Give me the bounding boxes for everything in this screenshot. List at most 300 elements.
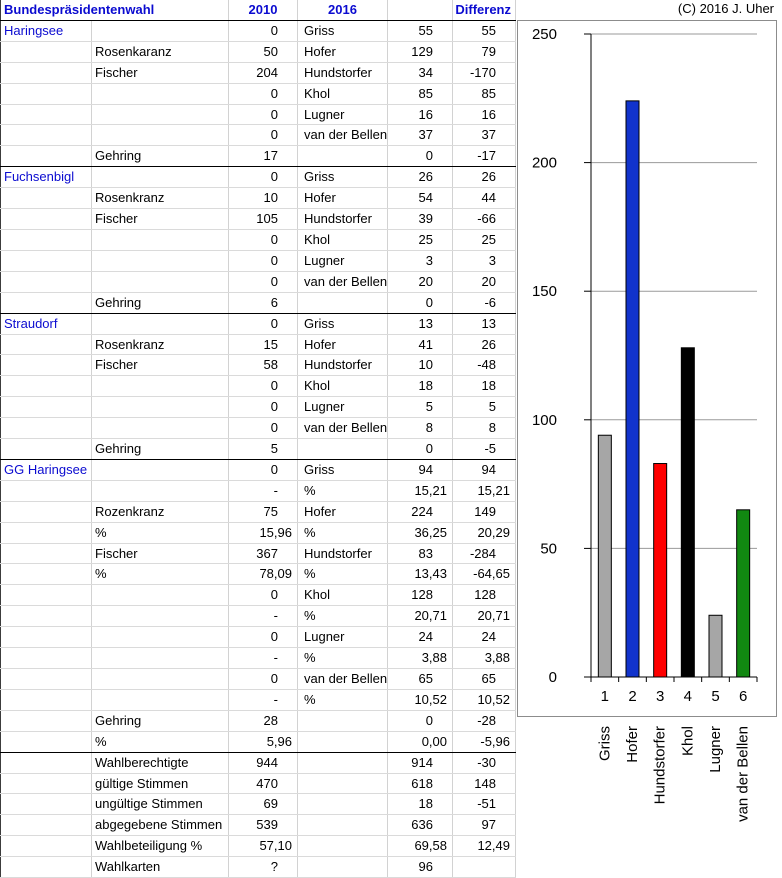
cell[interactable]: 0: [229, 104, 298, 125]
cell[interactable]: 54: [388, 188, 453, 209]
cell[interactable]: 129: [388, 41, 453, 62]
cell[interactable]: [298, 710, 388, 731]
table-row: [1, 397, 516, 418]
table-row: [1, 104, 516, 125]
category-label: Griss: [596, 726, 614, 761]
bar-van-der-bellen: [737, 510, 750, 677]
cell[interactable]: %: [298, 606, 388, 627]
cell[interactable]: 55: [453, 20, 516, 41]
cell[interactable]: 28: [229, 710, 298, 731]
cell[interactable]: -6: [453, 292, 516, 313]
cell[interactable]: 37: [388, 125, 453, 146]
cell[interactable]: 17: [229, 146, 298, 167]
cell[interactable]: Hundstorfer: [298, 355, 388, 376]
cell[interactable]: Haringsee: [1, 20, 92, 41]
cell[interactable]: van der Bellen: [298, 669, 388, 690]
cell[interactable]: [92, 250, 229, 271]
cell[interactable]: 8: [388, 418, 453, 439]
cell[interactable]: 41: [388, 334, 453, 355]
cell[interactable]: Wahlkarten: [92, 857, 229, 878]
cell[interactable]: [1, 439, 92, 460]
cell[interactable]: -66: [453, 209, 516, 230]
cell[interactable]: [1, 146, 92, 167]
cell[interactable]: 0: [229, 250, 298, 271]
cell[interactable]: 24: [453, 627, 516, 648]
cell[interactable]: Hundstorfer: [298, 209, 388, 230]
header-empty-cell[interactable]: [388, 0, 453, 20]
cell[interactable]: 65: [453, 669, 516, 690]
results-bar-chart: [517, 0, 782, 838]
cell[interactable]: -5,96: [453, 731, 516, 752]
table-row: [1, 648, 516, 669]
cell[interactable]: Hofer: [298, 41, 388, 62]
cell[interactable]: 0: [229, 669, 298, 690]
cell[interactable]: 39: [388, 209, 453, 230]
cell[interactable]: -: [229, 606, 298, 627]
cell[interactable]: 204: [229, 62, 298, 83]
cell[interactable]: GG Haringsee: [1, 459, 92, 480]
cell[interactable]: Straudorf: [1, 313, 92, 334]
cell[interactable]: 3: [453, 250, 516, 271]
cell[interactable]: 18: [453, 376, 516, 397]
category-label: Hofer: [624, 726, 641, 763]
cell[interactable]: [298, 815, 388, 836]
table-row: [1, 710, 516, 731]
cell[interactable]: [1, 585, 92, 606]
cell[interactable]: 20: [453, 271, 516, 292]
cell[interactable]: 0: [229, 627, 298, 648]
cell[interactable]: [298, 292, 388, 313]
cell[interactable]: %: [298, 564, 388, 585]
cell[interactable]: 0: [229, 83, 298, 104]
cell[interactable]: Khol: [298, 229, 388, 250]
cell[interactable]: 0: [229, 125, 298, 146]
cell[interactable]: Wahlberechtigte: [92, 752, 229, 773]
cell[interactable]: Hofer: [298, 188, 388, 209]
cell[interactable]: 0: [229, 585, 298, 606]
cell[interactable]: -64,65: [453, 564, 516, 585]
cell[interactable]: %: [92, 564, 229, 585]
cell[interactable]: 0: [229, 459, 298, 480]
cell[interactable]: -28: [453, 710, 516, 731]
cell[interactable]: Lugner: [298, 397, 388, 418]
y-axis-label: 200: [531, 154, 557, 172]
cell[interactable]: 224: [388, 501, 453, 522]
cell[interactable]: [92, 585, 229, 606]
cell[interactable]: [1, 648, 92, 669]
cell[interactable]: 15: [229, 334, 298, 355]
cell[interactable]: [1, 334, 92, 355]
cell[interactable]: 20,71: [453, 606, 516, 627]
cell[interactable]: 636: [388, 815, 453, 836]
cell[interactable]: Khol: [298, 585, 388, 606]
cell[interactable]: Rosenkranz: [92, 334, 229, 355]
cell[interactable]: [298, 752, 388, 773]
cell[interactable]: 50: [229, 41, 298, 62]
cell[interactable]: [1, 188, 92, 209]
cell[interactable]: 36,25: [388, 522, 453, 543]
cell[interactable]: 944: [229, 752, 298, 773]
cell[interactable]: Fischer: [92, 62, 229, 83]
cell[interactable]: 20,29: [453, 522, 516, 543]
header-differenz[interactable]: Differenz: [453, 0, 516, 20]
cell[interactable]: [1, 773, 92, 794]
cell[interactable]: Gehring: [92, 292, 229, 313]
cell[interactable]: 26: [453, 167, 516, 188]
cell[interactable]: [92, 83, 229, 104]
cell[interactable]: [1, 669, 92, 690]
cell[interactable]: Gehring: [92, 146, 229, 167]
cell[interactable]: 3,88: [453, 648, 516, 669]
cell[interactable]: [92, 20, 229, 41]
cell[interactable]: Griss: [298, 459, 388, 480]
header-2010[interactable]: 2010: [229, 0, 298, 20]
cell[interactable]: [92, 104, 229, 125]
cell[interactable]: Fischer: [92, 355, 229, 376]
cell[interactable]: 0: [388, 292, 453, 313]
cell[interactable]: [1, 731, 92, 752]
cell[interactable]: 78,09: [229, 564, 298, 585]
y-axis-label: 250: [531, 26, 557, 43]
cell[interactable]: [298, 773, 388, 794]
cell[interactable]: 55: [388, 20, 453, 41]
cell[interactable]: 25: [388, 229, 453, 250]
cell[interactable]: 13: [388, 313, 453, 334]
cell[interactable]: 13: [453, 313, 516, 334]
cell[interactable]: 149: [453, 501, 516, 522]
table-row: [1, 543, 516, 564]
cell[interactable]: 97: [453, 815, 516, 836]
cell[interactable]: 20,71: [388, 606, 453, 627]
cell[interactable]: 128: [453, 585, 516, 606]
cell[interactable]: 12,49: [453, 836, 516, 857]
cell[interactable]: 18: [388, 376, 453, 397]
cell[interactable]: [1, 229, 92, 250]
cell[interactable]: %: [298, 480, 388, 501]
cell[interactable]: [92, 627, 229, 648]
cell[interactable]: 34: [388, 62, 453, 83]
cell[interactable]: 26: [388, 167, 453, 188]
cell[interactable]: Hofer: [298, 334, 388, 355]
bar-hofer: [626, 101, 639, 677]
table-row: [1, 20, 516, 41]
cell[interactable]: 470: [229, 773, 298, 794]
cell[interactable]: 3,88: [388, 648, 453, 669]
cell[interactable]: %: [92, 731, 229, 752]
cell[interactable]: Rozenkranz: [92, 501, 229, 522]
cell[interactable]: 105: [229, 209, 298, 230]
cell[interactable]: [1, 857, 92, 878]
cell[interactable]: 57,10: [229, 836, 298, 857]
cell[interactable]: 15,96: [229, 522, 298, 543]
x-tick-number: 3: [655, 688, 665, 705]
cell[interactable]: [298, 439, 388, 460]
cell[interactable]: -170: [453, 62, 516, 83]
cell[interactable]: [1, 104, 92, 125]
table-row: [1, 62, 516, 83]
cell[interactable]: van der Bellen: [298, 418, 388, 439]
cell[interactable]: 20: [388, 271, 453, 292]
cell[interactable]: %: [92, 522, 229, 543]
cell[interactable]: 13,43: [388, 564, 453, 585]
cell[interactable]: 0: [229, 229, 298, 250]
cell[interactable]: 83: [388, 543, 453, 564]
cell[interactable]: [1, 250, 92, 271]
cell[interactable]: [92, 648, 229, 669]
cell[interactable]: 37: [453, 125, 516, 146]
cell[interactable]: [1, 689, 92, 710]
cell[interactable]: [92, 480, 229, 501]
cell[interactable]: 10,52: [388, 689, 453, 710]
cell[interactable]: [92, 606, 229, 627]
cell[interactable]: [1, 501, 92, 522]
table-row: [1, 355, 516, 376]
cell[interactable]: [1, 418, 92, 439]
cell[interactable]: 69: [229, 794, 298, 815]
cell[interactable]: Fischer: [92, 209, 229, 230]
cell[interactable]: -30: [453, 752, 516, 773]
table-row: [1, 209, 516, 230]
cell[interactable]: [453, 857, 516, 878]
cell[interactable]: [92, 167, 229, 188]
cell[interactable]: [92, 397, 229, 418]
cell[interactable]: 94: [453, 459, 516, 480]
cell[interactable]: 0: [388, 146, 453, 167]
cell[interactable]: 16: [388, 104, 453, 125]
cell[interactable]: 10: [229, 188, 298, 209]
table-row: [1, 459, 516, 480]
cell[interactable]: Fuchsenbigl: [1, 167, 92, 188]
cell[interactable]: [92, 418, 229, 439]
cell[interactable]: [1, 543, 92, 564]
cell[interactable]: [1, 710, 92, 731]
cell[interactable]: [1, 627, 92, 648]
cell[interactable]: van der Bellen: [298, 271, 388, 292]
cell[interactable]: 5: [229, 439, 298, 460]
cell[interactable]: van der Bellen: [298, 125, 388, 146]
cell[interactable]: [1, 355, 92, 376]
cell[interactable]: 0: [229, 271, 298, 292]
table-row: [1, 752, 516, 773]
cell[interactable]: [1, 815, 92, 836]
cell[interactable]: 0: [229, 397, 298, 418]
cell[interactable]: 25: [453, 229, 516, 250]
cell[interactable]: gültige Stimmen: [92, 773, 229, 794]
cell[interactable]: [1, 564, 92, 585]
cell[interactable]: %: [298, 522, 388, 543]
cell[interactable]: 16: [453, 104, 516, 125]
y-axis-label: 100: [531, 411, 557, 429]
cell[interactable]: 0: [229, 167, 298, 188]
cell[interactable]: -: [229, 648, 298, 669]
cell[interactable]: Hundstorfer: [298, 543, 388, 564]
cell[interactable]: -: [229, 480, 298, 501]
category-label: Lugner: [707, 726, 724, 773]
cell[interactable]: 3: [388, 250, 453, 271]
cell[interactable]: [1, 397, 92, 418]
x-tick-number: 6: [738, 688, 748, 705]
cell[interactable]: 0: [229, 313, 298, 334]
cell[interactable]: [92, 313, 229, 334]
cell[interactable]: [1, 836, 92, 857]
cell[interactable]: 26: [453, 334, 516, 355]
cell[interactable]: [92, 669, 229, 690]
category-label: Hundstorfer: [651, 726, 669, 805]
bar-hundstorfer: [654, 464, 667, 677]
cell[interactable]: 128: [388, 585, 453, 606]
cell[interactable]: 24: [388, 627, 453, 648]
header-2016[interactable]: 2016: [298, 0, 388, 20]
cell[interactable]: 96: [388, 857, 453, 878]
cell[interactable]: -: [229, 689, 298, 710]
table-row: [1, 418, 516, 439]
cell[interactable]: [92, 229, 229, 250]
cell[interactable]: [92, 125, 229, 146]
table-row: [1, 794, 516, 815]
cell[interactable]: Griss: [298, 313, 388, 334]
cell[interactable]: 6: [229, 292, 298, 313]
cell[interactable]: [1, 271, 92, 292]
cell[interactable]: 5: [453, 397, 516, 418]
table-row: [1, 313, 516, 334]
cell[interactable]: [1, 209, 92, 230]
table-row: [1, 292, 516, 313]
table-row: [1, 731, 516, 752]
cell[interactable]: [1, 83, 92, 104]
cell[interactable]: Khol: [298, 83, 388, 104]
cell[interactable]: ?: [229, 857, 298, 878]
cell[interactable]: 15,21: [453, 480, 516, 501]
bar-lugner: [709, 615, 722, 677]
cell[interactable]: [1, 292, 92, 313]
cell[interactable]: Gehring: [92, 710, 229, 731]
table-row: [1, 669, 516, 690]
cell[interactable]: Gehring: [92, 439, 229, 460]
table-row: [1, 439, 516, 460]
cell[interactable]: -5: [453, 439, 516, 460]
x-tick-number: 5: [711, 688, 720, 705]
cell[interactable]: 914: [388, 752, 453, 773]
cell[interactable]: %: [298, 689, 388, 710]
cell[interactable]: [1, 41, 92, 62]
cell[interactable]: [298, 146, 388, 167]
cell[interactable]: 69,58: [388, 836, 453, 857]
cell[interactable]: 65: [388, 669, 453, 690]
cell[interactable]: [1, 606, 92, 627]
cell[interactable]: Lugner: [298, 250, 388, 271]
table-row: [1, 146, 516, 167]
cell[interactable]: [92, 689, 229, 710]
cell[interactable]: 8: [453, 418, 516, 439]
cell[interactable]: ungültige Stimmen: [92, 794, 229, 815]
cell[interactable]: %: [298, 648, 388, 669]
cell[interactable]: 94: [388, 459, 453, 480]
cell[interactable]: 85: [453, 83, 516, 104]
cell[interactable]: 15,21: [388, 480, 453, 501]
cell[interactable]: 618: [388, 773, 453, 794]
table-row: [1, 167, 516, 188]
cell[interactable]: 148: [453, 773, 516, 794]
cell[interactable]: [298, 857, 388, 878]
cell[interactable]: -17: [453, 146, 516, 167]
cell[interactable]: Griss: [298, 20, 388, 41]
y-axis-label: 50: [540, 540, 557, 558]
cell[interactable]: 0: [229, 418, 298, 439]
cell[interactable]: 539: [229, 815, 298, 836]
cell[interactable]: 0: [229, 376, 298, 397]
cell[interactable]: [92, 459, 229, 480]
cell[interactable]: 0: [229, 20, 298, 41]
table-row: [1, 815, 516, 836]
cell[interactable]: Lugner: [298, 104, 388, 125]
cell[interactable]: 5,96: [229, 731, 298, 752]
cell[interactable]: Rosenkaranz: [92, 41, 229, 62]
cell[interactable]: 10,52: [453, 689, 516, 710]
cell[interactable]: [298, 836, 388, 857]
cell[interactable]: [1, 794, 92, 815]
cell[interactable]: -284: [453, 543, 516, 564]
cell[interactable]: [1, 376, 92, 397]
x-tick-number: 2: [628, 688, 637, 705]
table-row: [1, 271, 516, 292]
cell[interactable]: 58: [229, 355, 298, 376]
cell[interactable]: 10: [388, 355, 453, 376]
header-title[interactable]: Bundespräsidentenwahl: [1, 0, 229, 20]
cell[interactable]: 367: [229, 543, 298, 564]
table-row: [1, 627, 516, 648]
cell[interactable]: 0: [388, 439, 453, 460]
cell[interactable]: Hundstorfer: [298, 62, 388, 83]
cell[interactable]: 0: [388, 710, 453, 731]
cell[interactable]: abgegebene Stimmen: [92, 815, 229, 836]
cell[interactable]: Rosenkranz: [92, 188, 229, 209]
cell[interactable]: 44: [453, 188, 516, 209]
cell[interactable]: Khol: [298, 376, 388, 397]
cell[interactable]: Wahlbeteiligung %: [92, 836, 229, 857]
cell[interactable]: 79: [453, 41, 516, 62]
table-row: [1, 564, 516, 585]
table-row: [1, 188, 516, 209]
cell[interactable]: 18: [388, 794, 453, 815]
bar-griss: [598, 435, 611, 677]
x-tick-number: 1: [600, 688, 610, 705]
cell[interactable]: 0,00: [388, 731, 453, 752]
cell[interactable]: Hofer: [298, 501, 388, 522]
cell[interactable]: 85: [388, 83, 453, 104]
cell[interactable]: -51: [453, 794, 516, 815]
cell[interactable]: 5: [388, 397, 453, 418]
table-row: [1, 125, 516, 146]
table-row: [1, 41, 516, 62]
table-row: [1, 250, 516, 271]
cell[interactable]: [1, 125, 92, 146]
cell[interactable]: [92, 376, 229, 397]
y-axis-label: 0: [548, 669, 557, 686]
cell[interactable]: Lugner: [298, 627, 388, 648]
cell[interactable]: [1, 62, 92, 83]
cell[interactable]: [1, 752, 92, 773]
cell[interactable]: Griss: [298, 167, 388, 188]
cell[interactable]: [298, 731, 388, 752]
cell[interactable]: [1, 522, 92, 543]
table-row: [1, 522, 516, 543]
cell[interactable]: [1, 480, 92, 501]
cell[interactable]: -48: [453, 355, 516, 376]
cell[interactable]: 75: [229, 501, 298, 522]
cell[interactable]: [298, 794, 388, 815]
cell[interactable]: Fischer: [92, 543, 229, 564]
cell[interactable]: [92, 271, 229, 292]
